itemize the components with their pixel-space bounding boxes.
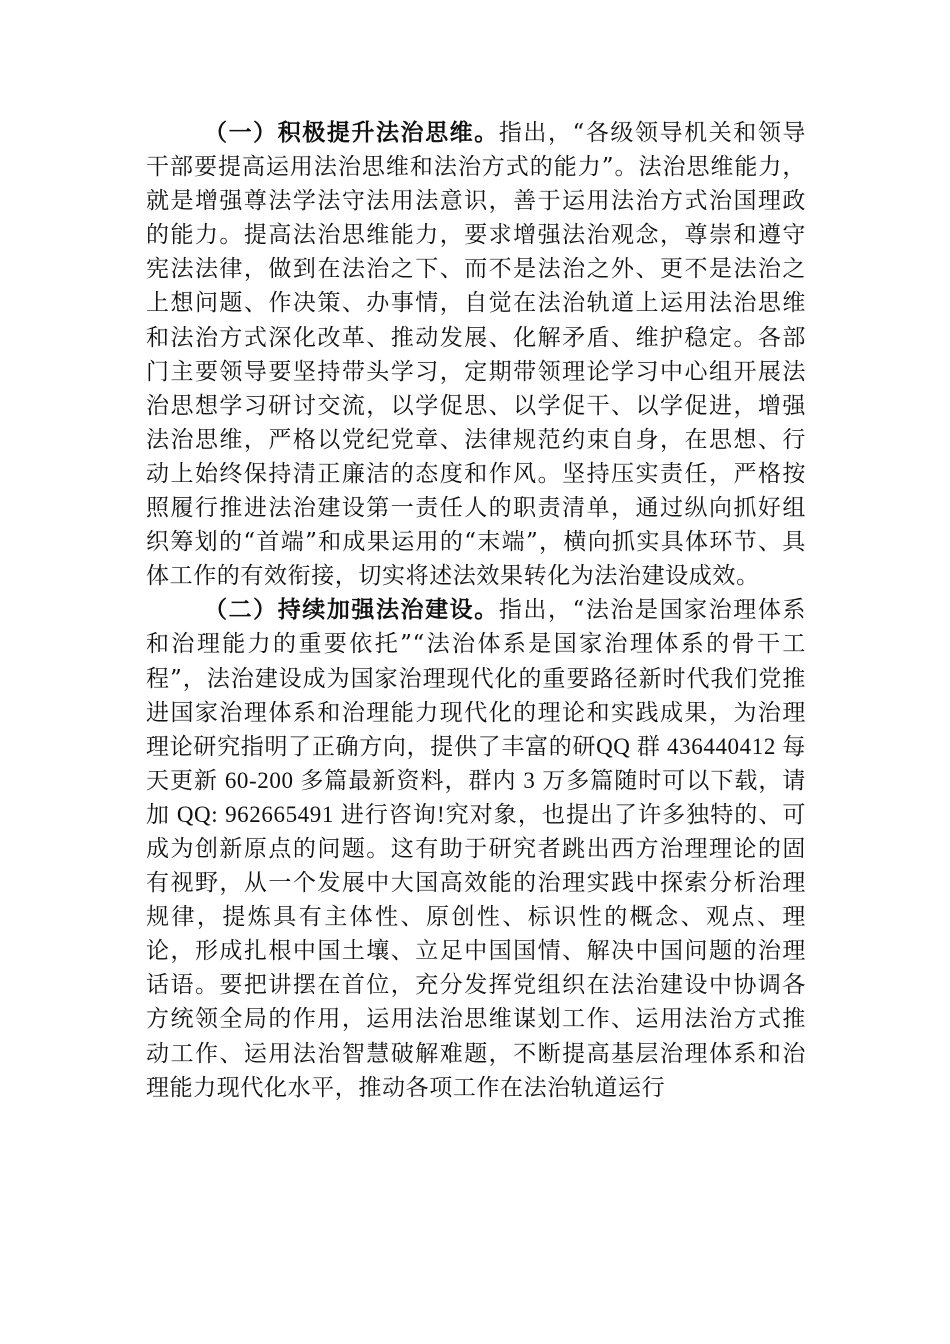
paragraph-2-text-after: 究对象，也提出了许多独特的、可成为创新原点的问题。这有助于研究者跳出西方治理理论的固有视野，从一个发展中大国高效能的治理实践中探索分析治理规律，提炼具有主体性、原创性、标识性的概念、观点、理论，形成扎根中国土壤、立足中国国情、解决中国问题的治理话语。要把讲摆在首位，充分发挥党组织在法治建设中协调各方统领全局的作用，运用法治思维谋划工作、运用法治方式推动工作、运用法治智慧破解难题，不断提高基层治理体系和治理能力现代化水平，推动各项工作在法治轨道运行 — [146, 801, 807, 1101]
paragraph-2-text-before: 指出，“法治是国家治理体系和治理能力的重要依托”“法治体系是国家治理体系的骨干工程”，法治建设成为国家治理现代化的重要路径新时代我们党推进国家治理体系和治理能力现代化的理论和实践成果，为治理理论研究指明了正确方向，提供了丰富的研 — [146, 597, 807, 760]
paragraph-1 — [146, 116, 806, 593]
section-heading-2: （二）持续加强法治建设。 — [204, 596, 499, 624]
inserted-ad-text: QQ 群 436440412 每天更新 60-200 多篇最新资料，群内 3 万多篇随时可以下载，请加 QQ: 962665491 进行咨询! — [146, 733, 806, 827]
section-heading-1: （一）积极提升法治思维。 — [204, 119, 499, 146]
paragraph-2 — [146, 593, 806, 1104]
paragraph-1-text: 指出，“各级领导机关和领导干部要提高运用法治思维和法治方式的能力”。法治思维能力，就是增强尊法学法守法用法意识，善于运用法治方式治国理政的能力。提高法治思维能力，要求增强法治观念，尊崇和遵守宪法法律，做到在法治之下、而不是法治之外、更不是法治之上想问题、作决策、办事情，自觉在法治轨道上运用法治思维和法治方式深化改革、推动发展、化解矛盾、维护稳定。各部门主要领导要坚持带头学习，定期带领理论学习中心组开展法治思想学习研讨交流，以学促思、以学促干、以学促进，增强法治思维，严格以党纪党章、法律规范约束自身，在思想、行动上始终保持清正廉洁的态度和作风。坚持压实责任，严格按照履行推进法治建设第一责任人的职责清单，通过纵向抓好组织筹划的“首端”和成果运用的“末端”，横向抓实具体环节、具体工作的有效衔接，切实将述法效果转化为法治建设成效。 — [146, 120, 807, 590]
document-body — [146, 116, 806, 1105]
